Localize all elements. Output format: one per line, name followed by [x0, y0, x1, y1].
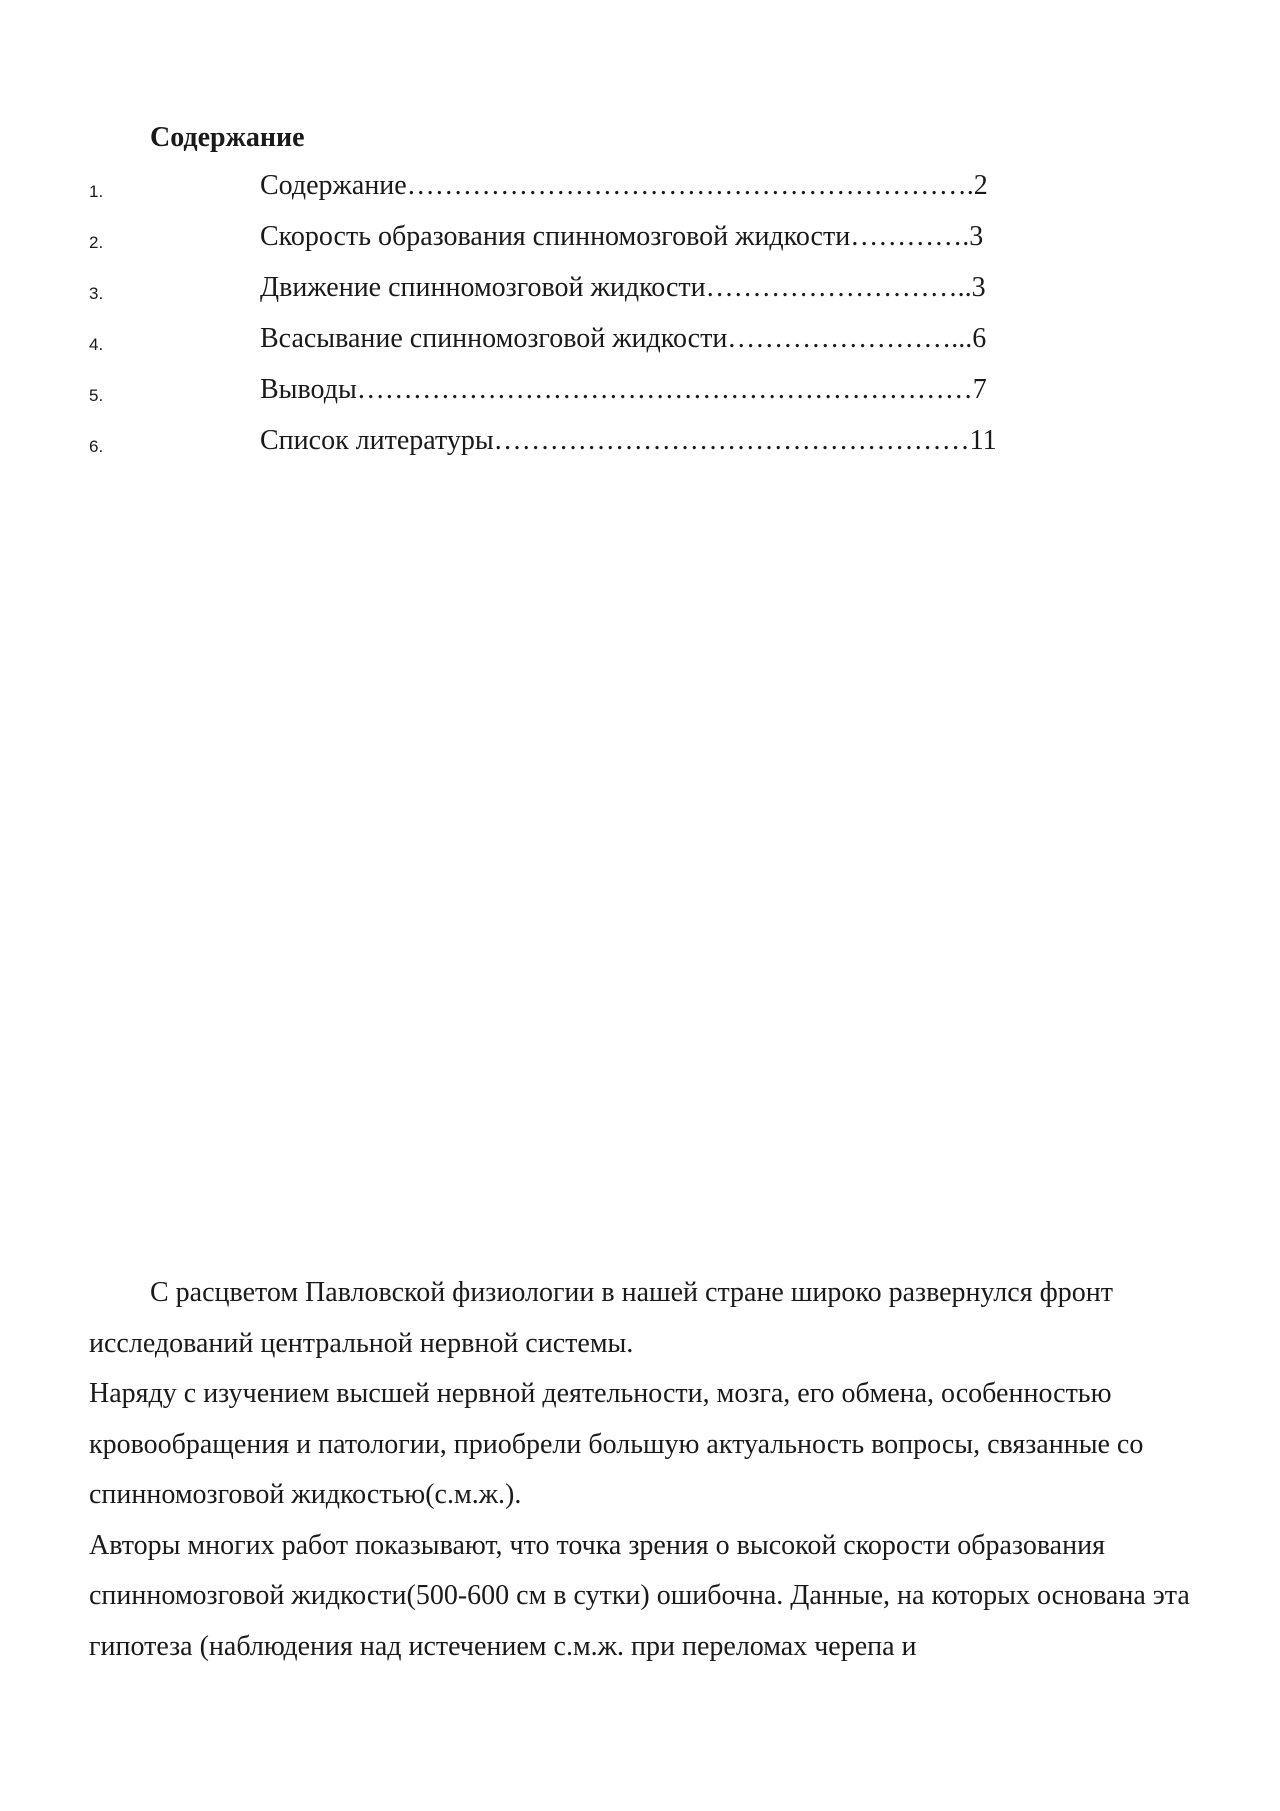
- toc-entry-number: 3.: [89, 284, 104, 303]
- toc-entry-number: 5.: [89, 386, 104, 405]
- toc-entry-number: 1.: [89, 182, 104, 201]
- body-text: [89, 1268, 1199, 1672]
- toc-entry-number: 4.: [89, 335, 104, 354]
- body-paragraph: Наряду с изучением высшей нервной деятельности, мозга, его обмена, особенностью кровообращения и патологии, приобрели большую актуальность вопросы, связанные со спинномозговой жидкостью(с.м.ж.).: [89, 1378, 1144, 1510]
- toc-entry: [0, 219, 1280, 270]
- toc-entry: [0, 270, 1280, 321]
- toc-entry-text: Содержание…………………………………………………….2: [260, 170, 988, 201]
- toc-entry: [0, 372, 1280, 423]
- toc-entry: [0, 321, 1280, 372]
- toc-entry-text: Движение спинномозговой жидкости………………………..3: [260, 272, 986, 303]
- toc-entry-text: Выводы…………………………………………………………7: [260, 374, 987, 405]
- toc-entry-number: 2.: [89, 233, 104, 252]
- toc-entry-text: Скорость образования спинномозговой жидкости………….3: [260, 221, 984, 252]
- toc-entry: [0, 423, 1280, 474]
- toc-entry: [0, 168, 1280, 219]
- toc-entry-text: Всасывание спинномозговой жидкости……………………...6: [260, 323, 987, 354]
- toc-entry-text: Список литературы……………………………………………11: [260, 425, 997, 456]
- table-of-contents: [0, 168, 1280, 474]
- toc-entry-number: 6.: [89, 437, 104, 456]
- toc-heading: Содержание: [150, 122, 305, 153]
- body-paragraph: С расцветом Павловской физиологии в нашей стране широко развернулся фронт исследований центральной нервной системы.: [89, 1277, 1113, 1359]
- body-paragraph: Авторы многих работ показывают, что точка зрения о высокой скорости образования спинномозговой жидкости(500-600 см в сутки) ошибочна. Данные, на которых основана эта гипотеза (наблюдения над истечением с.м.ж. при переломах черепа и: [89, 1529, 1190, 1662]
